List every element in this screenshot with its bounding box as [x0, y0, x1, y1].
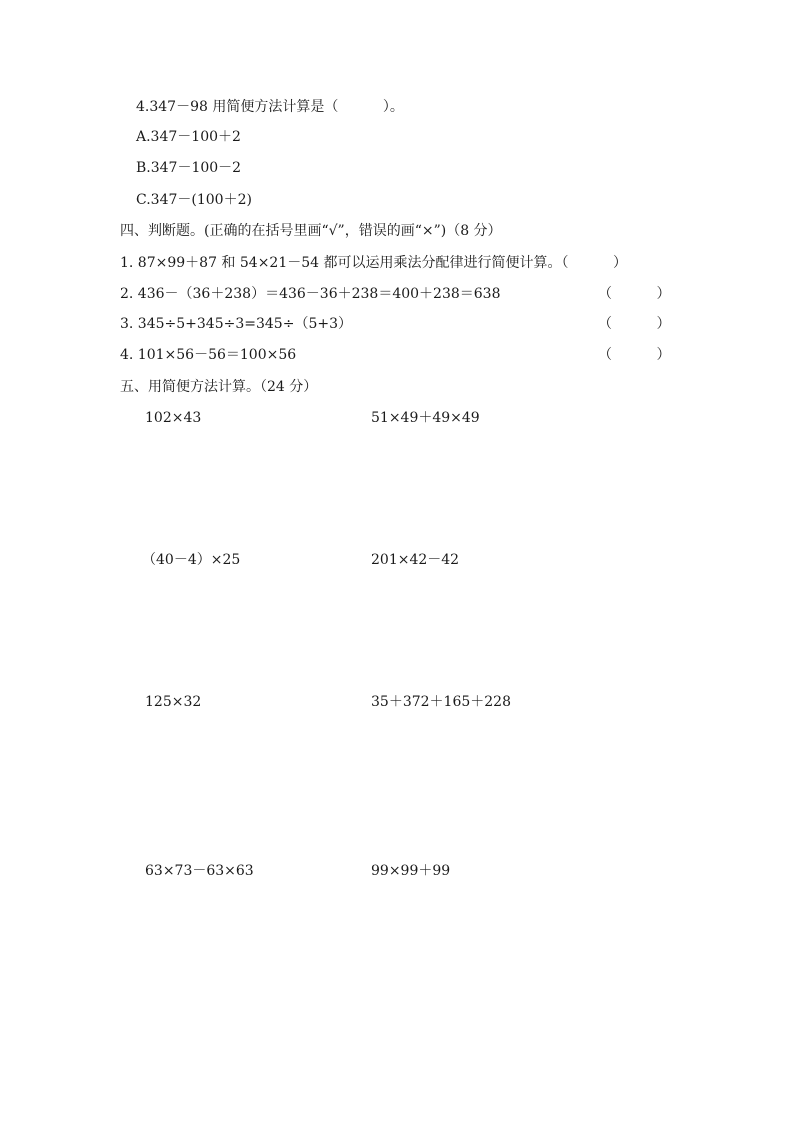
- q4-option-b: B.347－100－2: [136, 160, 242, 176]
- judge-item-4-answer-blank[interactable]: （ ）: [598, 347, 671, 363]
- judge-item-2: 2. 436－（36＋238）＝436－36＋238＝400＋238＝638: [120, 286, 501, 302]
- calc-problem-8: 99×99＋99: [371, 863, 451, 879]
- q4-stem: 4.347－98 用简便方法计算是（ ）。: [136, 99, 404, 115]
- judge-item-2-answer-blank[interactable]: （ ）: [598, 286, 671, 302]
- q4-option-a: A.347－100＋2: [136, 129, 241, 145]
- section5-heading: 五、用简便方法计算。（24 分）: [120, 379, 318, 395]
- judge-item-3-answer-blank[interactable]: （ ）: [598, 316, 671, 332]
- calc-problem-7: 63×73－63×63: [145, 863, 254, 879]
- calc-problem-1: 102×43: [145, 410, 202, 426]
- calc-problem-4: 201×42－42: [371, 552, 460, 568]
- q4-option-c: C.347－(100＋2): [136, 192, 252, 208]
- section4-heading: 四、判断题。(正确的在括号里画“√”，错误的画“×”)（8 分）: [120, 223, 502, 239]
- calc-problem-2: 51×49＋49×49: [371, 410, 480, 426]
- calc-problem-5: 125×32: [145, 694, 202, 710]
- judge-item-4: 4. 101×56－56＝100×56: [120, 347, 297, 363]
- calc-problem-3: （40－4）×25: [142, 552, 241, 568]
- calc-problem-6: 35＋372＋165＋228: [371, 694, 511, 710]
- judge-item-3: 3. 345÷5+345÷3=345÷（5+3）: [120, 316, 352, 332]
- judge-item-1: 1. 87×99＋87 和 54×21－54 都可以运用乘法分配律进行简便计算。（ ）: [120, 255, 628, 271]
